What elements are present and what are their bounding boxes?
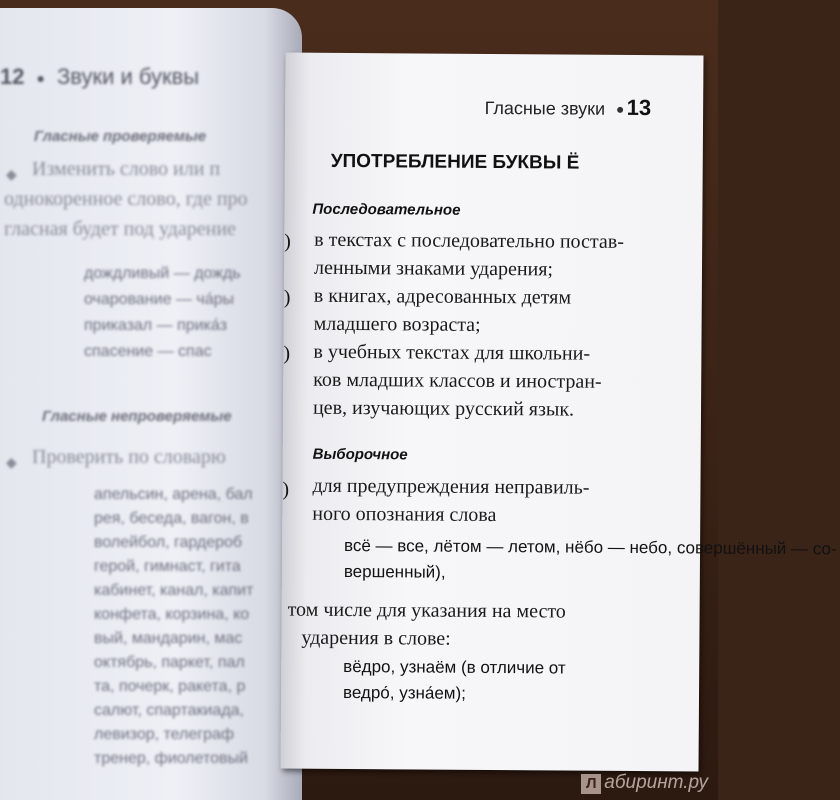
- word-line: октябрь, паркет, пал: [94, 654, 245, 671]
- example-line: ведро́, узна́ем);: [342, 682, 466, 703]
- watermark-text: абиринт.ру: [604, 772, 708, 793]
- word-line: салют, спартакиада,: [94, 702, 244, 719]
- watermark-logo: Л: [581, 774, 601, 794]
- consecutive-line: ленными знаками ударения;: [313, 256, 554, 281]
- section-checked-vowels: Гласные проверяемые: [34, 128, 207, 145]
- consecutive-line: цев, изучающих русский язык.: [312, 396, 575, 421]
- right-header-title: Гласные звуки: [484, 97, 606, 119]
- word-line: рея, беседа, вагон, в: [94, 510, 249, 527]
- right-page-number: 13: [626, 94, 652, 121]
- word-line: апельсин, арена, бал: [94, 486, 253, 503]
- word-line: та, почерк, ракета, р: [94, 678, 246, 695]
- word-line: левизор, телеграф: [94, 726, 235, 743]
- list-marker-icon: ): [284, 230, 291, 253]
- consecutive-line: в текстах с последовательно постав-: [314, 228, 625, 253]
- stress-line: ударения в слове:: [301, 626, 451, 650]
- word-line: вый, мандарин, мас: [94, 630, 243, 647]
- diamond-bullet-icon: ◆: [6, 454, 17, 470]
- example-line: вёдро, узнаём (в отличие от: [343, 656, 566, 678]
- subheading-consecutive: Последовательное: [312, 200, 461, 219]
- example-line: всё — все, лётом — летом, нёбо — небо, совершённый — со-: [343, 535, 837, 559]
- word-line: тренер, фиолетовый: [94, 750, 248, 767]
- list-marker-icon: ): [282, 478, 290, 501]
- left-page: [0, 8, 302, 800]
- list-marker-icon: ): [283, 342, 291, 365]
- consecutive-line: младшего возраста;: [313, 312, 481, 336]
- word-line: кабинет, канал, капит: [94, 582, 254, 599]
- example-pair: очарование — ча́ры: [84, 291, 234, 308]
- left-page-number: 12: [0, 64, 25, 89]
- stress-line: том числе для указания на место: [287, 598, 566, 623]
- consecutive-line: ков младших классов и иностран-: [313, 368, 602, 393]
- right-page: [281, 53, 837, 772]
- subheading-selective: Выборочное: [312, 445, 408, 464]
- rule2-line: Проверить по словарю: [32, 446, 226, 468]
- example-pair: приказал — прика́з: [84, 317, 228, 334]
- page-title: УПОТРЕБЛЕНИЕ БУКВЫ Ё: [330, 150, 580, 174]
- rule1-line: однокоренное слово, где про: [4, 188, 248, 210]
- left-page-header: [0, 64, 199, 90]
- rule1-line: гласная будет под ударение: [4, 218, 236, 240]
- right-page-header: [485, 98, 634, 120]
- watermark: [581, 772, 708, 794]
- consecutive-line: в книгах, адресованных детям: [313, 284, 572, 309]
- selective-line: ного опознания слова: [312, 502, 497, 527]
- word-line: конфета, корзина, ко: [94, 606, 250, 623]
- word-line: герой, гимнаст, гита: [94, 558, 241, 575]
- example-pair: дождливый — дождь: [84, 265, 241, 282]
- rule1-line: Изменить слово или п: [32, 158, 221, 180]
- diamond-bullet-icon: ◆: [6, 166, 17, 182]
- header-dot-icon: [617, 107, 623, 113]
- list-marker-icon: ): [283, 286, 291, 309]
- left-header-title: Звуки и буквы: [56, 64, 200, 89]
- consecutive-line: в учебных текстах для школьни-: [313, 340, 591, 365]
- example-line: вершенный),: [343, 561, 446, 582]
- header-dot-icon: ●: [36, 70, 45, 87]
- selective-line: для предупреждения неправиль-: [312, 474, 590, 499]
- section-unchecked-vowels: Гласные непроверяемые: [42, 408, 232, 425]
- word-line: волейбол, гардероб: [94, 534, 243, 551]
- example-pair: спасение — спас: [84, 343, 212, 360]
